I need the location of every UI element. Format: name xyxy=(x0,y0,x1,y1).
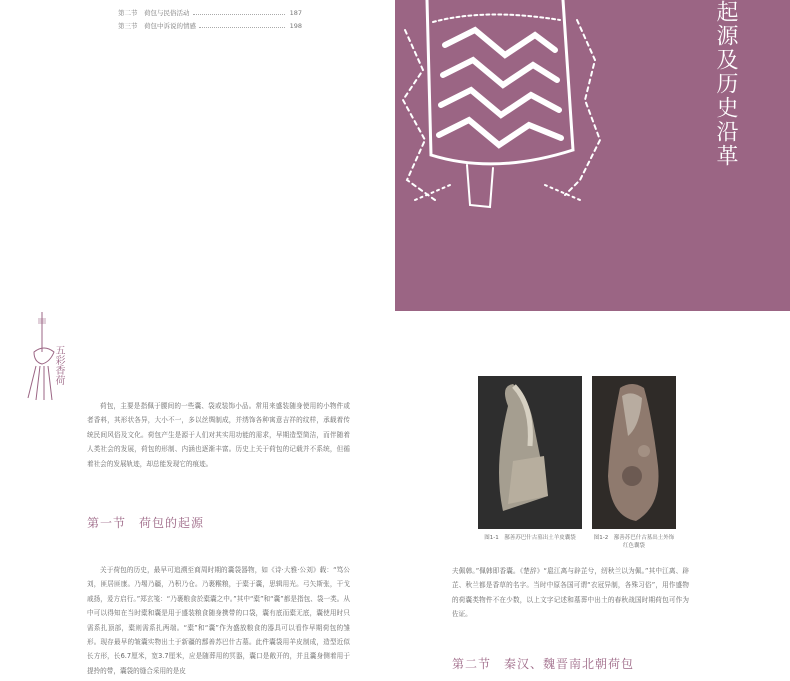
section-paragraph: 关于荷包的历史，最早可追溯至商周时期的囊袋器物，如《诗·大雅·公刘》载：“笃公刘，匪居匪康。乃埸乃疆，乃积乃仓。乃裹糇粮，于橐于囊，思辑用光。弓矢斯张，干戈戚扬，爰方启行。”郑玄笺：“乃裹粮食於橐囊之中。”其中“橐”和“囊”都是指包、袋一类。从中可以得知在当时橐和囊是用于盛装粮食随身携带的口袋，囊有底而橐无底，囊使用时只需系扎顶部，橐则需系扎两端。“橐”和“囊”作为盛放粮食的器具可以看作早期荷包的雏形。现存最早的皱囊实物出土于新疆的鄯善苏巴什古墓。此件囊袋用羊皮制成，造型近似长方形，长6.7厘米，宽3.7厘米，应是随葬用的冥器，囊口是敞开的，并且囊身侧着用于提拎的带，囊袋的缝合采用的是皮 xyxy=(87,566,350,675)
red-decorated-bag-image xyxy=(592,376,676,529)
sheepskin-bag-image xyxy=(478,376,582,529)
figure-photo xyxy=(592,376,676,529)
toc-title: 荷包中诉说的情感 xyxy=(144,22,196,30)
toc-page: 198 xyxy=(289,21,302,30)
figure-caption: 图1-2 鄯善苏巴什古墓出土外饰红色囊袋 xyxy=(593,535,675,549)
section-heading: 第二节 秦汉、魏晋南北朝荷包 xyxy=(452,657,635,671)
figure-caption: 图1-1 鄯善苏巴什古墓出土羊皮囊袋 xyxy=(484,535,576,541)
table-of-contents xyxy=(118,6,302,32)
ornament-seal-text: 五彩香荷 xyxy=(53,345,64,385)
toc-entry[interactable] xyxy=(118,6,302,19)
section-heading: 第一节 荷包的起源 xyxy=(87,516,205,530)
ornament-seal-icon xyxy=(14,312,84,400)
toc-entry[interactable] xyxy=(118,19,302,32)
chapter-title-vertical: 起源及历史沿革 xyxy=(713,0,738,168)
toc-section: 第三节 xyxy=(118,22,138,30)
figure-photo xyxy=(478,376,582,529)
toc-page: 187 xyxy=(289,8,302,17)
toc-title: 荷包与民俗活动 xyxy=(144,9,190,17)
continued-paragraph: 夫佩韩。”佩韩即香囊。《楚辞》“扈江离与辟芷兮，纫秋兰以为佩。”其中江离、辟芷、秋兰都是香草的名字。当时中原各国可谓“衣冠异制，各殊习俗”，用作盛物的荷囊类物件不在少数，以上文字记述和墓葬中出土的春秋战国时期荷包可作为佐证。 xyxy=(452,567,689,619)
toc-leader xyxy=(199,23,285,28)
toc-leader xyxy=(193,10,286,15)
toc-section: 第二节 xyxy=(118,9,138,17)
intro-paragraph: 荷包，主要是指佩于腰间的一些囊、袋或装饰小品。常用来盛装随身使用的小物件或者香料，其形状各异，大小不一，多以丝绸制成，并绣饰各种寓意吉祥的纹样，承载着传统民间风俗及文化。荷包产生是源于人们对其实用功能的需求，早期造型简洁，而伴随着人类社会的发展，荷包的形制、内涵也逐渐丰富。历史上关于荷包的记载并不系统，但循着社会的发展轨迹，却总能发现它的痕迹。 xyxy=(87,402,350,468)
